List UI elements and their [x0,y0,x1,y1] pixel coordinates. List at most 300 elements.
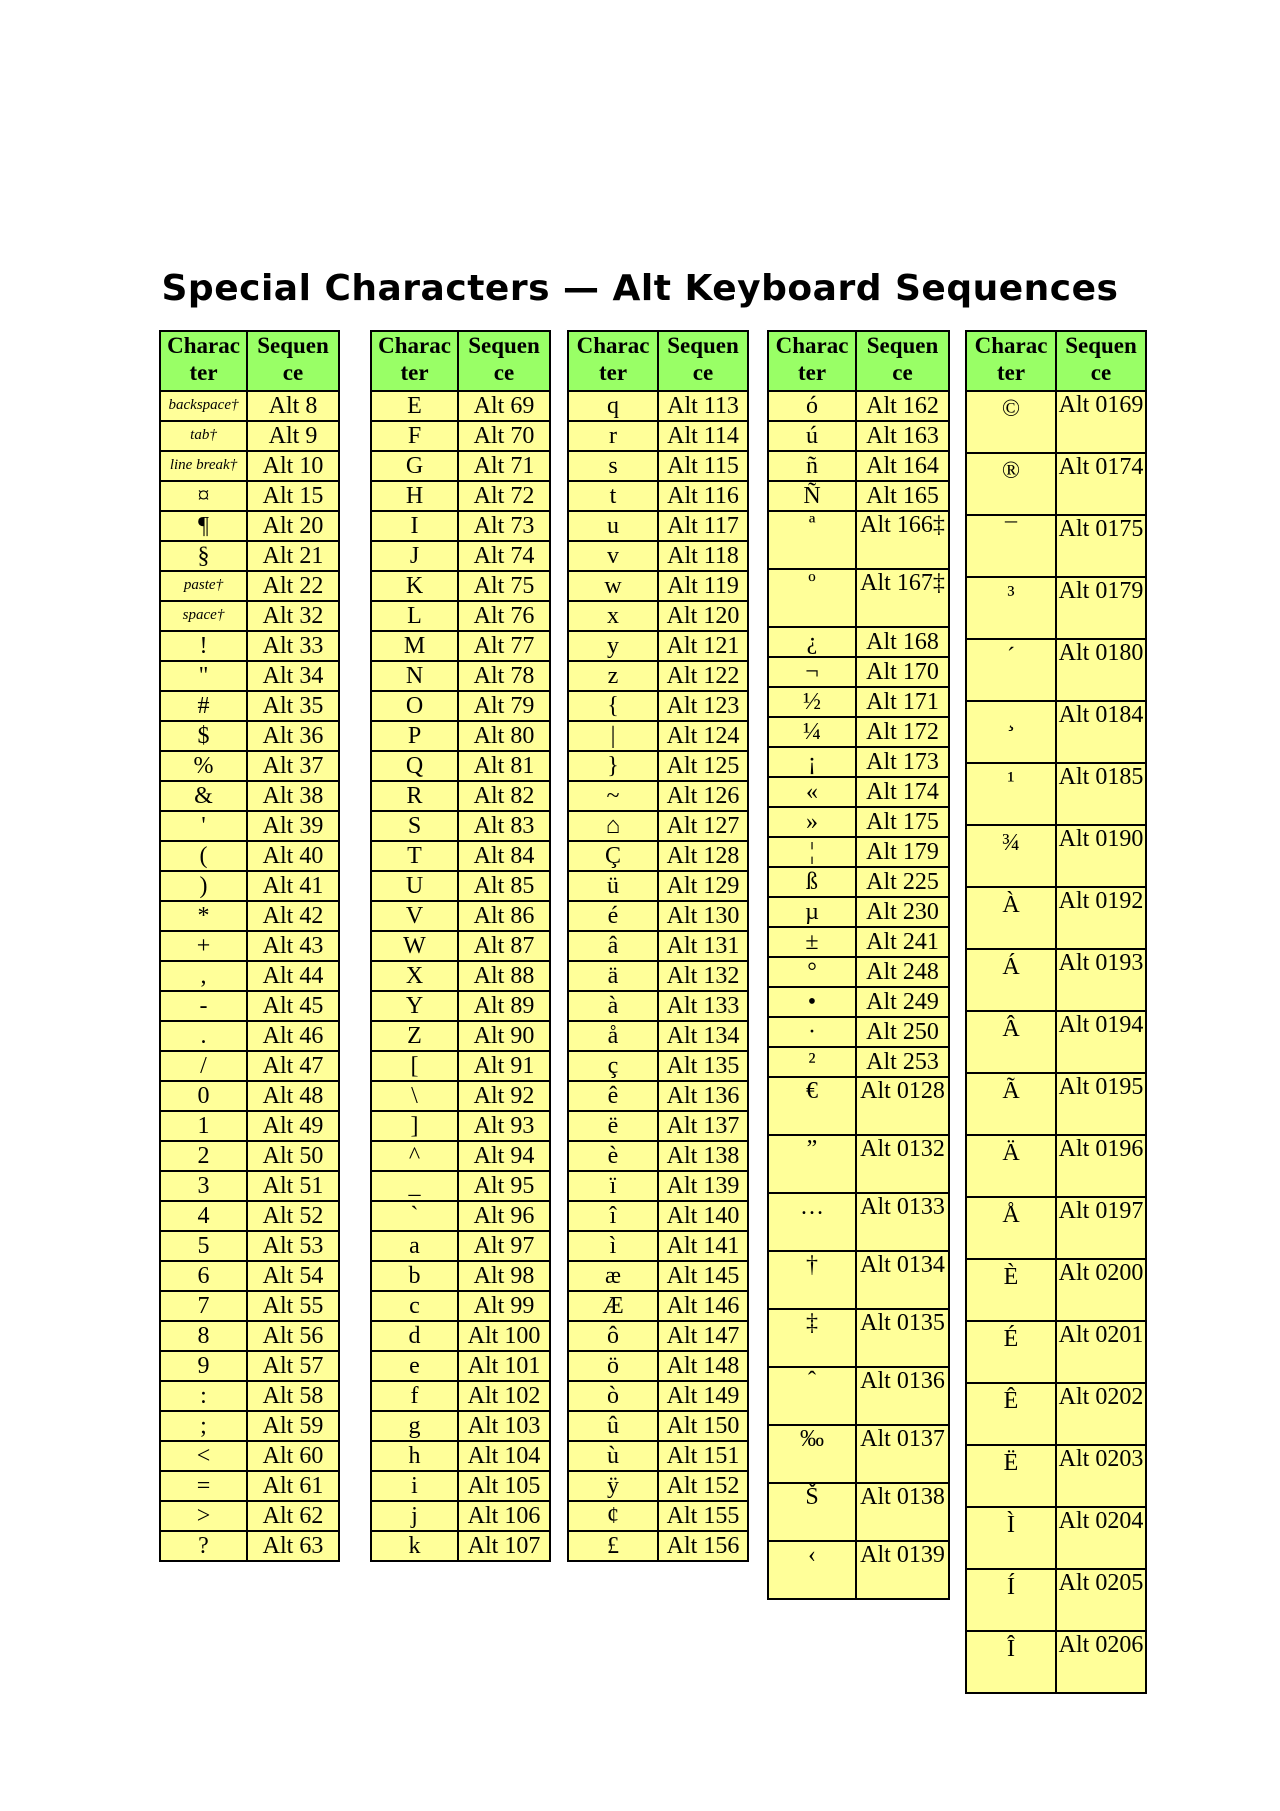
sequence-cell: Alt 102 [458,1381,550,1411]
character-cell: V [371,901,458,931]
table-row [568,1411,748,1441]
table-row [568,1141,748,1171]
character-cell: ˆ [768,1367,856,1425]
sequence-cell: Alt 119 [658,571,748,601]
character-cell: ° [768,957,856,987]
table-row [966,1197,1146,1259]
character-cell: Í [966,1569,1056,1631]
sequence-cell: Alt 167‡ [856,569,949,627]
table-row [568,1501,748,1531]
sequence-cell: Alt 88 [458,961,550,991]
table-row [160,391,339,421]
table-row [966,1569,1146,1631]
table-row [160,841,339,871]
character-cell: / [160,1051,247,1081]
alt-table-5 [965,330,1147,1694]
sequence-cell: Alt 86 [458,901,550,931]
character-cell: ² [768,1047,856,1077]
table-row [966,949,1146,1011]
sequence-cell: Alt 126 [658,781,748,811]
character-cell: X [371,961,458,991]
sequence-cell: Alt 69 [458,391,550,421]
table-row [768,837,949,867]
sequence-cell: Alt 60 [247,1441,339,1471]
character-cell: · [768,1017,856,1047]
character-cell: ‡ [768,1309,856,1367]
character-cell: F [371,421,458,451]
alt-table-1 [159,330,340,1562]
table-row [160,631,339,661]
sequence-cell: Alt 174 [856,777,949,807]
sequence-cell: Alt 70 [458,421,550,451]
character-cell: ï [568,1171,658,1201]
character-cell: â [568,931,658,961]
character-cell: 4 [160,1201,247,1231]
table-row [568,1051,748,1081]
table-row [371,1321,550,1351]
table-row [371,901,550,931]
character-cell: Ñ [768,481,856,511]
sequence-cell: Alt 0203 [1056,1445,1146,1507]
sequence-cell: Alt 32 [247,601,339,631]
table-row [768,421,949,451]
character-cell: ¤ [160,481,247,511]
character-cell: ¶ [160,511,247,541]
sequence-cell: Alt 225 [856,867,949,897]
sequence-cell: Alt 133 [658,991,748,1021]
sequence-cell: Alt 40 [247,841,339,871]
character-cell: r [568,421,658,451]
character-cell: ! [160,631,247,661]
character-cell: æ [568,1261,658,1291]
table-row [568,541,748,571]
character-cell: 8 [160,1321,247,1351]
sequence-cell: Alt 95 [458,1171,550,1201]
table-row [768,687,949,717]
sequence-cell: Alt 170 [856,657,949,687]
character-cell: Â [966,1011,1056,1073]
character-cell: ç [568,1051,658,1081]
character-cell: € [768,1077,856,1135]
table-row [568,721,748,751]
table-row [568,421,748,451]
character-cell: ' [160,811,247,841]
character-cell: È [966,1259,1056,1321]
sequence-cell: Alt 230 [856,897,949,927]
table-row [160,1111,339,1141]
sequence-cell: Alt 98 [458,1261,550,1291]
table-row [768,1309,949,1367]
sequence-cell: Alt 41 [247,871,339,901]
character-cell: s [568,451,658,481]
sequence-cell: Alt 0138 [856,1483,949,1541]
alt-table-2 [370,330,551,1562]
character-cell: ´ [966,639,1056,701]
character-cell: ‰ [768,1425,856,1483]
table-row [768,1193,949,1251]
character-cell: x [568,601,658,631]
table-row [768,1541,949,1599]
character-cell: 2 [160,1141,247,1171]
sequence-cell: Alt 250 [856,1017,949,1047]
table-row [371,511,550,541]
table-row [768,627,949,657]
sequence-cell: Alt 8 [247,391,339,421]
table-row [371,1021,550,1051]
sequence-cell: Alt 128 [658,841,748,871]
table-row [768,987,949,1017]
table-row [371,661,550,691]
table-row [160,541,339,571]
table-row [568,901,748,931]
table-row [160,1531,339,1561]
table-row [768,569,949,627]
sequence-cell: Alt 85 [458,871,550,901]
sequence-cell: Alt 146 [658,1291,748,1321]
sequence-cell: Alt 83 [458,811,550,841]
table-row [568,751,748,781]
character-cell: $ [160,721,247,751]
character-cell: î [568,1201,658,1231]
sequence-cell: Alt 138 [658,1141,748,1171]
character-cell: + [160,931,247,961]
sequence-cell: Alt 33 [247,631,339,661]
table-row [160,1261,339,1291]
character-cell: » [768,807,856,837]
sequence-cell: Alt 164 [856,451,949,481]
character-cell: µ [768,897,856,927]
sequence-cell: Alt 0185 [1056,763,1146,825]
table-row [371,1381,550,1411]
character-cell: . [160,1021,247,1051]
character-cell: © [966,391,1056,453]
sequence-cell: Alt 0201 [1056,1321,1146,1383]
table-row [160,1291,339,1321]
character-cell: ¹ [966,763,1056,825]
table-row [568,571,748,601]
character-cell: u [568,511,658,541]
table-row [371,1291,550,1321]
character-cell: = [160,1471,247,1501]
sequence-cell: Alt 0194 [1056,1011,1146,1073]
character-cell: * [160,901,247,931]
character-cell: E [371,391,458,421]
character-cell: line break† [160,451,247,481]
sequence-cell: Alt 49 [247,1111,339,1141]
table-row [966,1011,1146,1073]
sequence-cell: Alt 94 [458,1141,550,1171]
sequence-cell: Alt 37 [247,751,339,781]
character-cell: Å [966,1197,1056,1259]
character-cell: , [160,961,247,991]
table-row [371,391,550,421]
sequence-cell: Alt 129 [658,871,748,901]
character-cell: ÿ [568,1471,658,1501]
character-cell: R [371,781,458,811]
table-row [568,871,748,901]
sequence-cell: Alt 43 [247,931,339,961]
sequence-cell: Alt 48 [247,1081,339,1111]
sequence-cell: Alt 79 [458,691,550,721]
table-row [966,763,1146,825]
character-cell: G [371,451,458,481]
table-row [568,1021,748,1051]
table-row [768,1367,949,1425]
character-cell: 9 [160,1351,247,1381]
table-row [371,781,550,811]
sequence-cell: Alt 0132 [856,1135,949,1193]
sequence-cell: Alt 163 [856,421,949,451]
character-cell: t [568,481,658,511]
sequence-cell: Alt 134 [658,1021,748,1051]
table-row [568,1471,748,1501]
table-row [371,1081,550,1111]
alt-table-3 [567,330,749,1562]
character-cell: Î [966,1631,1056,1693]
sequence-cell: Alt 93 [458,1111,550,1141]
page-title: Special Characters — Alt Keyboard Sequences [161,268,1119,309]
sequence-cell: Alt 107 [458,1531,550,1561]
sequence-cell: Alt 105 [458,1471,550,1501]
sequence-cell: Alt 0137 [856,1425,949,1483]
character-cell: é [568,901,658,931]
character-cell: ® [966,453,1056,515]
character-cell: < [160,1441,247,1471]
table-row [371,841,550,871]
sequence-cell: Alt 46 [247,1021,339,1051]
table-row [371,601,550,631]
sequence-cell: Alt 168 [856,627,949,657]
character-cell: ¾ [966,825,1056,887]
header-character: Charac ter [371,331,458,391]
table-row [371,1411,550,1441]
sequence-cell: Alt 0128 [856,1077,949,1135]
character-cell: Q [371,751,458,781]
sequence-cell: Alt 77 [458,631,550,661]
table-row [568,1171,748,1201]
table-row [966,825,1146,887]
sequence-cell: Alt 82 [458,781,550,811]
character-cell: ¦ [768,837,856,867]
sequence-cell: Alt 44 [247,961,339,991]
character-cell: § [160,541,247,571]
character-cell: ” [768,1135,856,1193]
sequence-cell: Alt 141 [658,1231,748,1261]
table-row [160,751,339,781]
sequence-cell: Alt 0190 [1056,825,1146,887]
sequence-cell: Alt 248 [856,957,949,987]
table-row [371,541,550,571]
sequence-cell: Alt 0205 [1056,1569,1146,1631]
table-row [966,453,1146,515]
table-row [160,811,339,841]
character-cell: à [568,991,658,1021]
character-cell: I [371,511,458,541]
table-row [371,571,550,601]
table-row [371,1111,550,1141]
character-cell: : [160,1381,247,1411]
sequence-cell: Alt 38 [247,781,339,811]
table-row [768,1251,949,1309]
sequence-cell: Alt 52 [247,1201,339,1231]
table-row [160,781,339,811]
sequence-cell: Alt 0196 [1056,1135,1146,1197]
sequence-cell: Alt 0200 [1056,1259,1146,1321]
character-cell: ‹ [768,1541,856,1599]
sequence-cell: Alt 149 [658,1381,748,1411]
table-row [568,991,748,1021]
table-row [568,481,748,511]
sequence-cell: Alt 0180 [1056,639,1146,701]
sequence-cell: Alt 80 [458,721,550,751]
table-row [160,1231,339,1261]
table-row [160,871,339,901]
table-row [768,511,949,569]
sequence-cell: Alt 117 [658,511,748,541]
header-character: Charac ter [568,331,658,391]
sequence-cell: Alt 116 [658,481,748,511]
sequence-cell: Alt 179 [856,837,949,867]
sequence-cell: Alt 0206 [1056,1631,1146,1693]
table-row [768,1135,949,1193]
sequence-cell: Alt 0193 [1056,949,1146,1011]
sequence-cell: Alt 53 [247,1231,339,1261]
character-cell: ä [568,961,658,991]
character-cell: É [966,1321,1056,1383]
table-row [966,1259,1146,1321]
table-row [371,1531,550,1561]
character-cell: K [371,571,458,601]
character-cell: £ [568,1531,658,1561]
sequence-cell: Alt 35 [247,691,339,721]
sequence-cell: Alt 241 [856,927,949,957]
table-row [160,1021,339,1051]
sequence-cell: Alt 122 [658,661,748,691]
table-row [568,781,748,811]
sequence-cell: Alt 145 [658,1261,748,1291]
character-cell: % [160,751,247,781]
table-row [160,661,339,691]
character-cell: " [160,661,247,691]
table-row [966,577,1146,639]
table-row [160,451,339,481]
table-row [160,1501,339,1531]
sequence-cell: Alt 249 [856,987,949,1017]
sequence-cell: Alt 0134 [856,1251,949,1309]
character-cell: Ä [966,1135,1056,1197]
character-cell: k [371,1531,458,1561]
sequence-cell: Alt 130 [658,901,748,931]
table-row [768,717,949,747]
character-cell: d [371,1321,458,1351]
sequence-cell: Alt 39 [247,811,339,841]
sequence-cell: Alt 113 [658,391,748,421]
sequence-cell: Alt 89 [458,991,550,1021]
character-cell: z [568,661,658,691]
sequence-cell: Alt 172 [856,717,949,747]
table-row [160,601,339,631]
table-row [568,1381,748,1411]
sequence-cell: Alt 73 [458,511,550,541]
table-row [568,1291,748,1321]
character-cell: ¼ [768,717,856,747]
sequence-cell: Alt 137 [658,1111,748,1141]
character-cell: N [371,661,458,691]
table-row [568,1231,748,1261]
sequence-cell: Alt 57 [247,1351,339,1381]
sequence-cell: Alt 171 [856,687,949,717]
character-cell: ñ [768,451,856,481]
character-cell: Ë [966,1445,1056,1507]
sequence-cell: Alt 156 [658,1531,748,1561]
table-row [160,481,339,511]
table-row [160,931,339,961]
sequence-cell: Alt 127 [658,811,748,841]
sequence-cell: Alt 0175 [1056,515,1146,577]
character-cell: Y [371,991,458,1021]
table-row [568,661,748,691]
character-cell: ~ [568,781,658,811]
character-cell: backspace† [160,391,247,421]
character-cell: q [568,391,658,421]
sequence-cell: Alt 75 [458,571,550,601]
sequence-cell: Alt 148 [658,1351,748,1381]
table-row [371,421,550,451]
sequence-cell: Alt 150 [658,1411,748,1441]
table-row [768,1425,949,1483]
table-row [371,721,550,751]
table-row [371,871,550,901]
table-row [160,1171,339,1201]
table-row [160,571,339,601]
table-row [768,391,949,421]
sequence-cell: Alt 155 [658,1501,748,1531]
sequence-cell: Alt 103 [458,1411,550,1441]
table-row [160,1201,339,1231]
header-sequence: Sequen ce [247,331,339,391]
table-row [160,1441,339,1471]
character-cell: } [568,751,658,781]
character-cell: ; [160,1411,247,1441]
character-cell: ù [568,1441,658,1471]
table-row [371,1141,550,1171]
sequence-cell: Alt 0179 [1056,577,1146,639]
header-character: Charac ter [966,331,1056,391]
table-row [768,1047,949,1077]
table-row [966,1321,1146,1383]
table-row [160,961,339,991]
header-sequence: Sequen ce [856,331,949,391]
table-row [160,1351,339,1381]
table-row [160,901,339,931]
table-row [371,631,550,661]
sequence-cell: Alt 162 [856,391,949,421]
character-cell: a [371,1231,458,1261]
table-row [371,481,550,511]
sequence-cell: Alt 92 [458,1081,550,1111]
sequence-cell: Alt 152 [658,1471,748,1501]
sequence-cell: Alt 147 [658,1321,748,1351]
character-cell: 7 [160,1291,247,1321]
table-row [371,811,550,841]
table-row [160,1321,339,1351]
character-cell: U [371,871,458,901]
sequence-cell: Alt 114 [658,421,748,451]
character-cell: w [568,571,658,601]
sequence-cell: Alt 125 [658,751,748,781]
table-row [768,1017,949,1047]
sequence-cell: Alt 140 [658,1201,748,1231]
